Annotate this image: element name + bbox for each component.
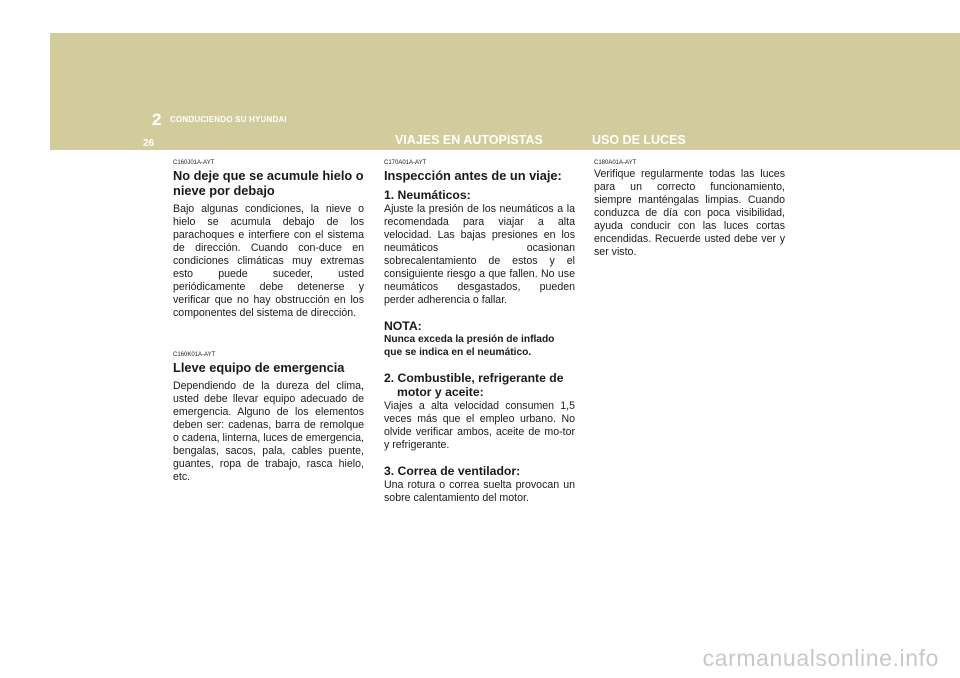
note-body: Nunca exceda la presión de inflado que se indica en el neumático.	[384, 334, 555, 358]
section-heading-trip-inspection: Inspección antes de un viaje:	[384, 168, 562, 183]
section-code: C160K01A-AYT	[173, 352, 216, 358]
body-tires: Ajuste la presión de los neumáticos a la recomendada para viajar a alta velocidad. Las bajas presiones en los neumáticos ocasionan sobrecalentamiento de estos y el consiguiente riesgo a que fallen. No use neumáticos desgastados, pueden perder adherencia o fallar.	[384, 203, 575, 306]
body-fuel-coolant-oil: Viajes a alta velocidad consumen 1,5 veces más que el empleo urbano. No olvide verificar ambos, aceite de mo-tor y refrigerante.	[384, 400, 575, 451]
page-number: 26	[143, 138, 155, 149]
chapter-number: 2	[152, 110, 162, 129]
section-tab-highway-travel: VIAJES EN AUTOPISTAS	[387, 128, 582, 150]
section-tab-light-usage: USO DE LUCES	[588, 128, 783, 150]
section-code: C180A01A-AYT	[594, 160, 637, 166]
column-winter-driving	[173, 160, 364, 484]
section-heading-ice-snow: No deje que se acumule hielo o nieve por debajo	[173, 168, 364, 198]
body-light-usage: Verifique regularmente todas las luces para un correcto funcionamiento, siempre manténgalas limpias. Cuando conduzca de día con poca visibilidad, ayuda conducir con las luces cortas encendidas. Recuerde usted debe ver y ser visto.	[594, 168, 785, 258]
column-light-usage	[594, 160, 785, 259]
section-code: C160J01A-AYT	[173, 160, 215, 166]
section-heading-emergency-equipment: Lleve equipo de emergencia	[173, 360, 345, 375]
subheading-tires: 1. Neumáticos:	[384, 188, 471, 202]
subheading-fan-belt: 3. Correa de ventilador:	[384, 464, 521, 478]
subheading-fuel-coolant-oil: 2. Combustible, refrigerante de motor y aceite:	[384, 371, 564, 399]
watermark: carmanualsonline.info	[702, 645, 939, 671]
column-highway-travel	[384, 160, 575, 505]
section-code: C170A01A-AYT	[384, 160, 427, 166]
section-body-emergency-equipment: Dependiendo de la dureza del clima, usted debe llevar equipo adecuado de emergencia. Alguno de los elementos deben ser: cadenas, barra de remolque o cadena, linterna, luces de emergencia, bengalas, sacos, pala, cables puente, guantes, ropa de trabajo, rasca hielo, etc.	[173, 380, 364, 483]
note-title: NOTA:	[384, 319, 422, 333]
section-body-ice-snow: Bajo algunas condiciones, la nieve o hielo se acumula debajo de los parachoques e interfiere con el sistema de dirección. Cuando con-duce en condiciones climáticas muy extremas esto puede suceder, usted periódicamente debe detenerse y verificar que no hay obstrucción en los componentes del sistema de dirección.	[173, 203, 364, 319]
chapter-title: CONDUCIENDO SU HYUNDAI	[170, 115, 287, 124]
body-fan-belt: Una rotura o correa suelta provocan un sobre calentamiento del motor.	[384, 479, 575, 504]
